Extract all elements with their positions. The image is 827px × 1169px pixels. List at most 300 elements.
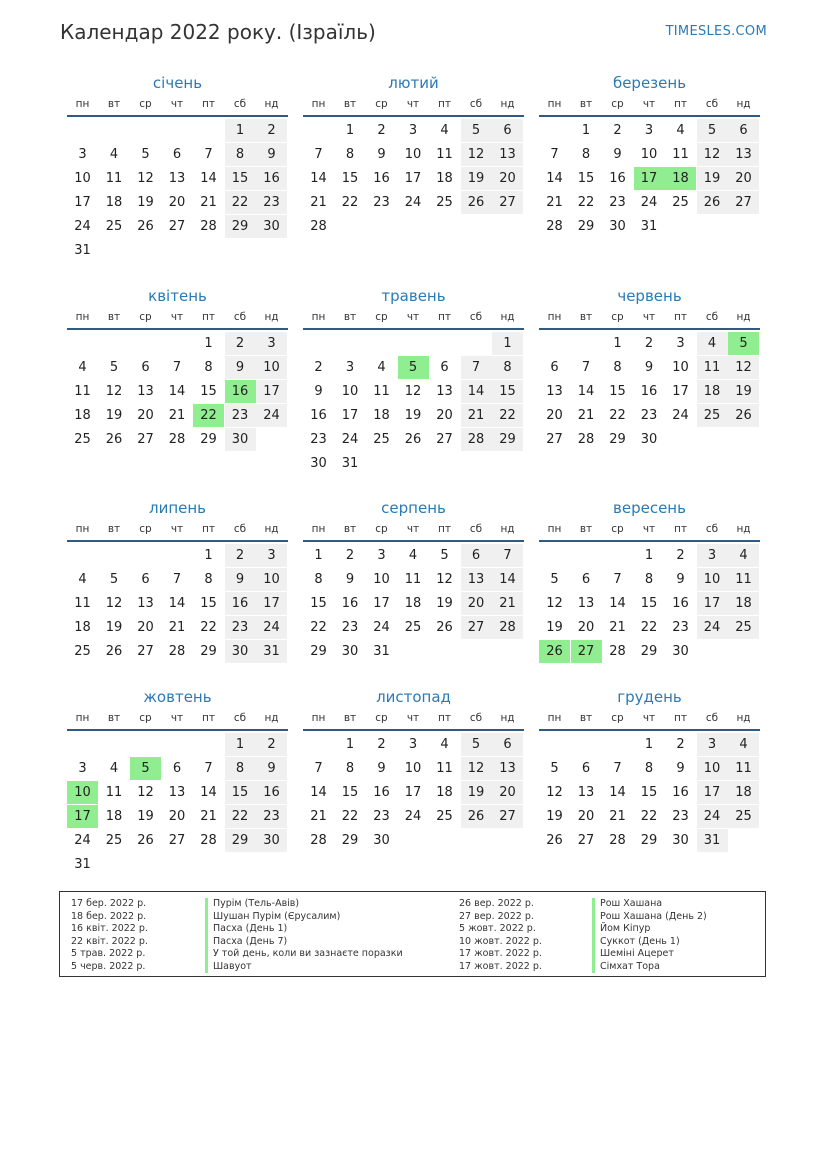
day-cell: 10 xyxy=(341,384,359,399)
day-cell: 13 xyxy=(137,384,154,399)
day-cell: 8 xyxy=(225,143,256,166)
day-cell: 26 xyxy=(105,432,123,447)
month-name: січень xyxy=(152,74,203,92)
legend-right-names xyxy=(592,898,707,973)
day-cell: 3 xyxy=(377,548,386,563)
month-block xyxy=(539,498,760,688)
day-cell: 16 xyxy=(640,384,658,399)
day-cell: 13 xyxy=(577,596,595,611)
day-cell: 4 xyxy=(440,123,449,138)
month-block xyxy=(67,498,288,688)
day-cell: 8 xyxy=(204,360,213,375)
day-cell: 21 xyxy=(546,195,563,210)
day-cell: 10 xyxy=(404,147,422,162)
day-cell: 29 xyxy=(200,432,217,447)
day-cell: 26 xyxy=(105,644,123,659)
day-cell: 29 xyxy=(640,833,658,848)
day-cell: 24 xyxy=(74,219,91,234)
day-cell: 23 xyxy=(609,195,626,210)
day-cell: 31 xyxy=(74,243,91,258)
day-cell: 16 xyxy=(225,380,256,403)
month-name: червень xyxy=(617,287,682,305)
month-name: лютий xyxy=(388,74,439,92)
weekday-label: ср xyxy=(139,311,152,323)
month-block xyxy=(303,687,524,877)
day-cell: 6 xyxy=(172,147,182,162)
weekday-label: пт xyxy=(202,523,215,535)
day-cell: 29 xyxy=(492,428,523,451)
day-cell: 3 xyxy=(697,733,728,756)
day-cell: 27 xyxy=(168,219,186,234)
day-cell: 24 xyxy=(672,408,689,423)
day-cell: 19 xyxy=(461,781,492,804)
weekday-label: ср xyxy=(611,523,624,535)
day-cell: 11 xyxy=(697,356,728,379)
day-cell: 8 xyxy=(613,360,622,375)
day-cell: 3 xyxy=(697,544,728,567)
day-cell: 4 xyxy=(697,332,728,355)
day-cell: 17 xyxy=(697,781,728,804)
day-cell: 19 xyxy=(546,809,563,824)
day-cell: 23 xyxy=(256,191,287,214)
day-cell: 29 xyxy=(341,833,359,848)
day-cell: 2 xyxy=(256,119,287,142)
day-cell: 12 xyxy=(105,596,123,611)
month-block xyxy=(67,286,288,476)
day-cell: 7 xyxy=(204,761,213,776)
day-cell: 12 xyxy=(461,143,492,166)
month-name: серпень xyxy=(381,499,446,517)
day-cell: 18 xyxy=(436,171,453,186)
day-cell: 5 xyxy=(109,572,119,587)
day-cell: 5 xyxy=(398,356,429,379)
day-cell: 11 xyxy=(436,147,453,162)
day-cell: 11 xyxy=(404,572,422,587)
day-cell: 29 xyxy=(577,219,595,234)
weekday-header xyxy=(539,93,760,117)
day-cell: 1 xyxy=(644,548,654,563)
day-cell: 18 xyxy=(105,809,123,824)
day-cell: 7 xyxy=(314,761,323,776)
day-cell: 1 xyxy=(204,548,213,563)
weekday-label: сб xyxy=(469,98,483,110)
day-cell: 25 xyxy=(74,432,91,447)
day-cell: 2 xyxy=(314,360,323,375)
legend-date: 17 жовт. 2022 р. xyxy=(459,948,542,959)
day-cell: 16 xyxy=(256,167,287,190)
day-cell: 24 xyxy=(256,616,287,639)
weekday-label: ср xyxy=(139,712,152,724)
month-block xyxy=(303,498,524,688)
day-cell: 17 xyxy=(373,596,390,611)
legend-holiday-name: Рош Хашана (День 2) xyxy=(592,911,707,924)
weekday-label: пн xyxy=(547,98,562,110)
day-cell: 17 xyxy=(341,408,359,423)
month-block xyxy=(539,73,760,263)
day-cell: 8 xyxy=(644,761,654,776)
day-cell: 5 xyxy=(550,761,559,776)
weekday-label: нд xyxy=(264,98,279,110)
weekday-header xyxy=(303,306,524,330)
day-cell: 25 xyxy=(436,195,453,210)
day-cell: 18 xyxy=(728,592,759,615)
day-cell: 21 xyxy=(310,809,327,824)
day-cell: 27 xyxy=(436,432,453,447)
day-cell: 7 xyxy=(172,360,182,375)
day-cell: 3 xyxy=(78,761,87,776)
day-cell: 21 xyxy=(609,809,626,824)
weekday-label: пн xyxy=(75,712,90,724)
day-cell: 21 xyxy=(577,408,595,423)
day-cell: 8 xyxy=(204,572,213,587)
day-cell: 14 xyxy=(168,596,186,611)
day-cell: 26 xyxy=(137,219,154,234)
day-cell: 16 xyxy=(609,171,626,186)
day-cell: 19 xyxy=(697,167,728,190)
day-cell: 27 xyxy=(168,833,186,848)
day-cell: 1 xyxy=(613,336,622,351)
day-cell: 28 xyxy=(168,432,186,447)
day-cell: 23 xyxy=(640,408,658,423)
day-cell: 26 xyxy=(436,620,453,635)
day-cell: 17 xyxy=(256,592,287,615)
day-cell: 29 xyxy=(310,644,327,659)
day-cell: 1 xyxy=(581,123,591,138)
weekday-header xyxy=(539,306,760,330)
day-cell: 13 xyxy=(168,171,186,186)
day-cell: 26 xyxy=(539,640,570,663)
legend-date: 5 трав. 2022 р. xyxy=(71,948,146,959)
day-cell: 15 xyxy=(341,785,359,800)
legend-left-dates xyxy=(71,898,148,973)
weekday-label: пн xyxy=(75,98,90,110)
day-cell: 21 xyxy=(200,809,217,824)
day-cell: 15 xyxy=(640,596,658,611)
day-cell: 15 xyxy=(492,380,523,403)
weekday-label: нд xyxy=(264,523,279,535)
weekday-header xyxy=(303,93,524,117)
day-cell: 12 xyxy=(697,143,728,166)
weekday-label: вт xyxy=(107,712,121,724)
day-cell: 14 xyxy=(200,171,217,186)
day-cell: 3 xyxy=(408,123,418,138)
day-cell: 6 xyxy=(492,119,523,142)
day-grid xyxy=(303,544,524,688)
month-name: липень xyxy=(148,499,207,517)
day-cell: 20 xyxy=(577,620,595,635)
weekday-label: пн xyxy=(311,311,326,323)
day-cell: 25 xyxy=(404,620,422,635)
day-cell: 14 xyxy=(609,596,626,611)
site-link[interactable]: TIMESLES.COM xyxy=(665,24,767,39)
day-cell: 2 xyxy=(225,544,256,567)
weekday-label: сб xyxy=(233,311,247,323)
day-cell: 2 xyxy=(377,737,386,752)
weekday-label: ср xyxy=(375,98,388,110)
day-cell: 20 xyxy=(492,781,523,804)
day-cell: 2 xyxy=(613,123,622,138)
day-cell: 23 xyxy=(373,809,390,824)
weekday-label: чт xyxy=(170,523,184,535)
legend-holiday-name: Суккот (День 1) xyxy=(592,936,707,949)
day-cell: 28 xyxy=(577,432,595,447)
day-cell: 15 xyxy=(609,384,626,399)
day-cell: 6 xyxy=(141,572,150,587)
day-cell: 22 xyxy=(609,408,626,423)
day-cell: 29 xyxy=(225,215,256,238)
day-cell: 17 xyxy=(256,380,287,403)
day-cell: 30 xyxy=(672,833,689,848)
day-cell: 15 xyxy=(640,785,658,800)
day-cell: 30 xyxy=(341,644,359,659)
day-cell: 9 xyxy=(644,360,654,375)
day-cell: 1 xyxy=(204,336,213,351)
weekday-header xyxy=(303,518,524,542)
weekday-label: сб xyxy=(469,523,483,535)
day-cell: 12 xyxy=(461,757,492,780)
day-cell: 23 xyxy=(341,620,359,635)
day-cell: 23 xyxy=(310,432,327,447)
day-cell: 17 xyxy=(672,384,689,399)
day-cell: 22 xyxy=(225,805,256,828)
day-cell: 20 xyxy=(168,809,186,824)
day-cell: 5 xyxy=(697,119,728,142)
day-cell: 26 xyxy=(461,805,492,828)
weekday-label: чт xyxy=(170,98,184,110)
day-grid xyxy=(67,332,288,476)
day-cell: 27 xyxy=(728,191,759,214)
day-cell: 14 xyxy=(492,568,523,591)
legend-holiday-name: Сімхат Тора xyxy=(592,961,707,974)
day-cell: 4 xyxy=(676,123,685,138)
day-cell: 20 xyxy=(137,620,154,635)
day-cell: 2 xyxy=(644,336,654,351)
weekday-label: вт xyxy=(579,311,593,323)
day-cell: 3 xyxy=(256,544,287,567)
day-cell: 10 xyxy=(256,568,287,591)
day-cell: 6 xyxy=(172,761,182,776)
weekday-label: вт xyxy=(579,98,593,110)
weekday-label: нд xyxy=(736,712,751,724)
day-cell: 18 xyxy=(105,195,123,210)
day-cell: 25 xyxy=(728,616,759,639)
day-cell: 25 xyxy=(728,805,759,828)
day-cell: 15 xyxy=(225,781,256,804)
day-cell: 22 xyxy=(492,404,523,427)
day-cell: 16 xyxy=(672,596,689,611)
day-cell: 26 xyxy=(728,404,759,427)
day-grid xyxy=(67,544,288,688)
day-cell: 2 xyxy=(377,123,386,138)
day-cell: 2 xyxy=(225,332,256,355)
day-cell: 24 xyxy=(640,195,658,210)
weekday-label: нд xyxy=(500,98,515,110)
legend-holiday-name: Шавуот xyxy=(205,961,403,974)
day-cell: 31 xyxy=(640,219,658,234)
day-cell: 10 xyxy=(67,781,98,804)
day-cell: 22 xyxy=(225,191,256,214)
day-cell: 13 xyxy=(461,568,492,591)
day-cell: 28 xyxy=(609,644,626,659)
weekday-label: пт xyxy=(438,311,451,323)
weekday-label: вт xyxy=(343,311,357,323)
month-name: квітень xyxy=(148,287,207,305)
day-cell: 14 xyxy=(546,171,563,186)
day-cell: 7 xyxy=(461,356,492,379)
weekday-label: пт xyxy=(438,712,451,724)
day-cell: 11 xyxy=(672,147,689,162)
weekday-label: ср xyxy=(139,523,152,535)
day-cell: 17 xyxy=(404,171,422,186)
day-cell: 24 xyxy=(697,805,728,828)
day-cell: 18 xyxy=(74,408,91,423)
weekday-label: чт xyxy=(642,98,656,110)
day-cell: 6 xyxy=(440,360,449,375)
day-cell: 25 xyxy=(697,404,728,427)
weekday-label: пт xyxy=(438,523,451,535)
weekday-label: нд xyxy=(500,712,515,724)
day-cell: 14 xyxy=(577,384,595,399)
day-cell: 27 xyxy=(546,432,563,447)
day-cell: 27 xyxy=(492,191,523,214)
day-cell: 16 xyxy=(256,781,287,804)
day-cell: 25 xyxy=(672,195,689,210)
day-cell: 6 xyxy=(492,733,523,756)
weekday-label: пт xyxy=(202,712,215,724)
weekday-label: сб xyxy=(469,712,483,724)
day-cell: 30 xyxy=(225,428,256,451)
weekday-header xyxy=(67,306,288,330)
weekday-label: пн xyxy=(75,523,90,535)
day-cell: 29 xyxy=(225,829,256,852)
day-cell: 3 xyxy=(78,147,87,162)
day-cell: 4 xyxy=(440,737,449,752)
month-name: листопад xyxy=(376,688,451,706)
day-cell: 20 xyxy=(728,167,759,190)
weekday-label: вт xyxy=(343,523,357,535)
day-cell: 21 xyxy=(200,195,217,210)
day-cell: 19 xyxy=(105,408,123,423)
day-cell: 10 xyxy=(697,757,728,780)
day-cell: 4 xyxy=(377,360,386,375)
day-cell: 27 xyxy=(577,833,595,848)
day-cell: 31 xyxy=(74,857,91,872)
day-cell: 27 xyxy=(137,644,154,659)
day-cell: 25 xyxy=(74,644,91,659)
day-cell: 19 xyxy=(461,167,492,190)
legend-date: 26 вер. 2022 р. xyxy=(459,898,534,909)
day-cell: 9 xyxy=(225,356,256,379)
day-cell: 10 xyxy=(373,572,390,587)
weekday-label: ср xyxy=(611,712,624,724)
day-cell: 28 xyxy=(310,833,327,848)
weekday-label: чт xyxy=(170,311,184,323)
day-cell: 6 xyxy=(581,572,591,587)
day-cell: 10 xyxy=(74,171,91,186)
day-cell: 15 xyxy=(200,596,217,611)
day-cell: 26 xyxy=(404,432,422,447)
day-cell: 4 xyxy=(408,548,418,563)
day-cell: 24 xyxy=(341,432,359,447)
legend-holiday-name: Йом Кіпур xyxy=(592,923,707,936)
weekday-label: пн xyxy=(547,712,562,724)
day-cell: 25 xyxy=(105,833,123,848)
day-cell: 2 xyxy=(676,737,685,752)
day-cell: 8 xyxy=(345,147,355,162)
weekday-label: пн xyxy=(547,311,562,323)
weekday-label: нд xyxy=(500,523,515,535)
weekday-label: пн xyxy=(311,712,326,724)
legend-holiday-name: Пурім (Тель-Авів) xyxy=(205,898,403,911)
day-cell: 9 xyxy=(676,761,685,776)
day-cell: 4 xyxy=(78,360,87,375)
weekday-label: вт xyxy=(579,523,593,535)
day-cell: 12 xyxy=(404,384,422,399)
day-cell: 15 xyxy=(341,171,359,186)
day-cell: 16 xyxy=(373,785,390,800)
day-cell: 6 xyxy=(141,360,150,375)
day-grid xyxy=(67,119,288,263)
weekday-header xyxy=(67,518,288,542)
weekday-label: чт xyxy=(642,311,656,323)
day-grid xyxy=(67,733,288,877)
day-cell: 26 xyxy=(697,191,728,214)
day-grid xyxy=(303,733,524,877)
day-cell: 22 xyxy=(640,809,658,824)
day-cell: 20 xyxy=(168,195,186,210)
weekday-label: пн xyxy=(311,98,326,110)
day-cell: 13 xyxy=(577,785,595,800)
day-cell: 22 xyxy=(577,195,595,210)
day-cell: 6 xyxy=(728,119,759,142)
day-cell: 27 xyxy=(571,640,602,663)
weekday-label: сб xyxy=(705,523,719,535)
weekday-label: пт xyxy=(202,98,215,110)
day-cell: 9 xyxy=(345,572,355,587)
day-cell: 6 xyxy=(461,544,492,567)
day-cell: 23 xyxy=(225,616,256,639)
day-cell: 4 xyxy=(109,761,119,776)
day-cell: 12 xyxy=(137,785,154,800)
day-cell: 30 xyxy=(640,432,658,447)
day-cell: 10 xyxy=(256,356,287,379)
day-cell: 9 xyxy=(225,568,256,591)
day-cell: 4 xyxy=(78,572,87,587)
month-block xyxy=(303,286,524,476)
day-cell: 30 xyxy=(225,640,256,663)
day-cell: 27 xyxy=(137,432,154,447)
day-cell: 16 xyxy=(672,785,689,800)
weekday-label: пт xyxy=(674,523,687,535)
day-cell: 5 xyxy=(461,733,492,756)
weekday-label: ср xyxy=(611,311,624,323)
day-cell: 18 xyxy=(728,781,759,804)
day-cell: 29 xyxy=(200,644,217,659)
weekday-label: сб xyxy=(233,712,247,724)
day-grid xyxy=(539,544,760,688)
legend-date: 22 квіт. 2022 р. xyxy=(71,935,148,947)
day-cell: 11 xyxy=(728,568,759,591)
day-cell: 16 xyxy=(310,408,327,423)
day-cell: 15 xyxy=(310,596,327,611)
day-cell: 18 xyxy=(404,596,422,611)
weekday-header xyxy=(539,518,760,542)
day-cell: 1 xyxy=(345,737,355,752)
day-cell: 7 xyxy=(613,572,622,587)
day-cell: 27 xyxy=(461,616,492,639)
day-cell: 28 xyxy=(492,616,523,639)
month-name: грудень xyxy=(617,688,682,706)
